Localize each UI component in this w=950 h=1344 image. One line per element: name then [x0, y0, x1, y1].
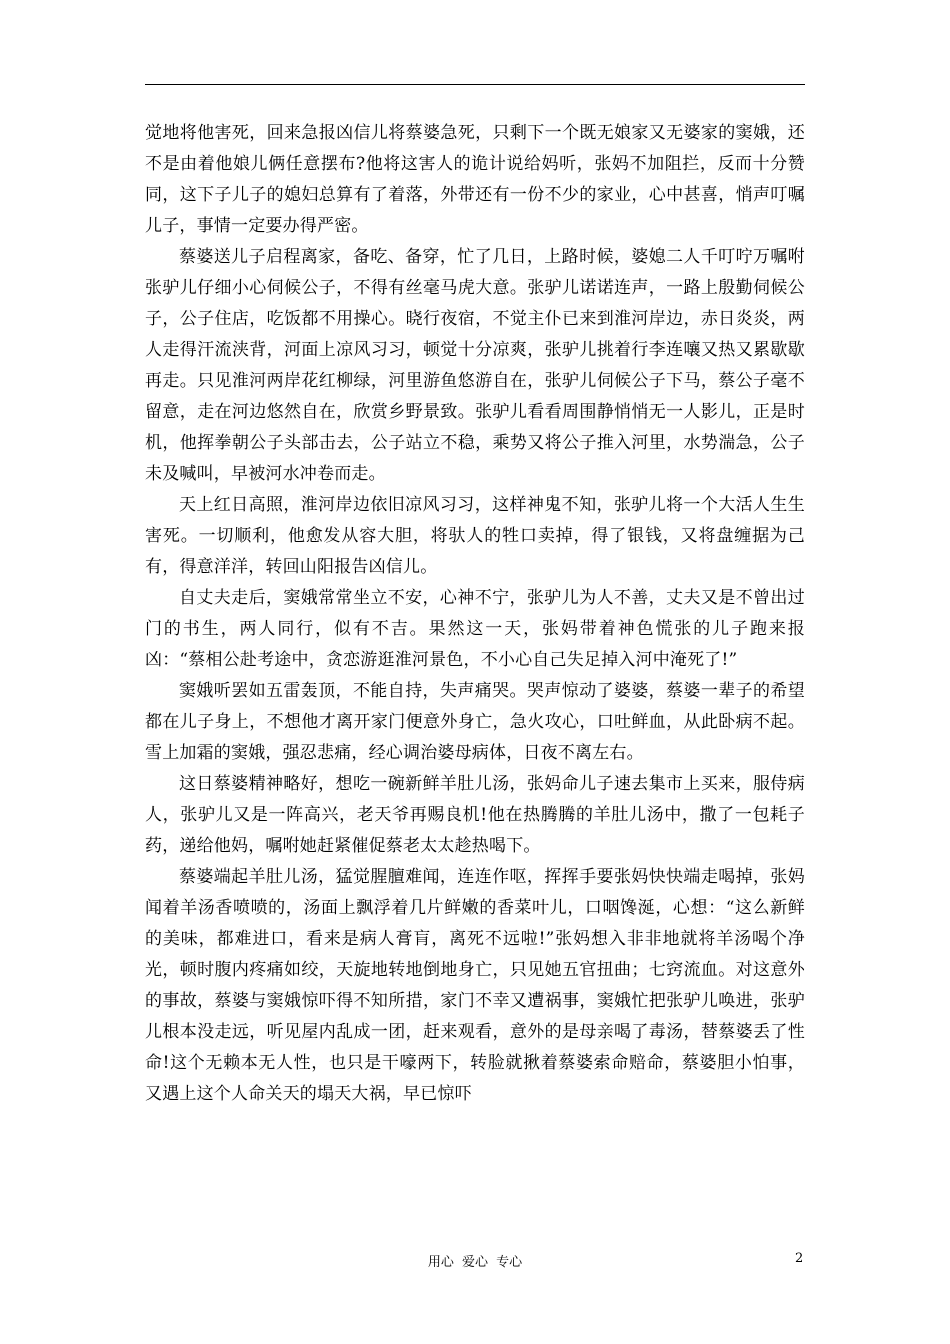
- header-rule: [145, 84, 805, 85]
- paragraph: 蔡婆送儿子启程离家，备吃、备穿，忙了几日，上路时候，婆媳二人千叮咛万嘱咐张驴儿仔细小心伺候公子，不得有丝毫马虎大意。张驴儿诺诺连声，一路上殷勤伺候公子，公子住店，吃饭都不用操心。晓行夜宿，不觉主仆已来到淮河岸边，赤日炎炎，两人走得汗流浃背，河面上凉风习习，顿觉十分凉爽，张驴儿挑着行李连嚷又热又累歇歇再走。只见淮河两岸花红柳绿，河里游鱼悠游自在，张驴儿伺候公子下马，蔡公子毫不留意，走在河边悠然自在，欣赏乡野景致。张驴儿看看周围静悄悄无一人影儿，正是时机，他挥拳朝公子头部击去，公子站立不稳，乘势又将公子推入河里，水势湍急，公子未及喊叫，早被河水冲卷而走。: [145, 247, 805, 484]
- paragraph: 窦娥听罢如五雷轰顶，不能自持，失声痛哭。哭声惊动了婆婆，蔡婆一辈子的希望都在儿子身上，不想他才离开家门便意外身亡，急火攻心，口吐鲜血，从此卧病不起。雪上加霜的窦娥，强忍悲痛，经心调治婆母病体，日夜不离左右。: [145, 681, 805, 763]
- paragraph-continued: 觉地将他害死，回来急报凶信儿将蔡婆急死，只剩下一个既无娘家又无婆家的窦娥，还不是由着他娘儿俩任意摆布?他将这害人的诡计说给妈听，张妈不加阻拦，反而十分赞同，这下子儿子的媳妇总算有了着落，外带还有一份不少的家业，心中甚喜，悄声叮嘱儿子，事情一定要办得严密。: [145, 123, 805, 236]
- body-text: [145, 118, 805, 1110]
- paragraph: 自丈夫走后，窦娥常常坐立不安，心神不宁，张驴儿为人不善，丈夫又是不曾出过门的书生，两人同行，似有不吉。果然这一天，张妈带着神色慌张的儿子跑来报凶：“蔡相公赴考途中，贪恋游逛淮河景色，不小心自己失足掉入河中淹死了!”: [145, 588, 805, 670]
- paragraph: 这日蔡婆精神略好，想吃一碗新鲜羊肚儿汤，张妈命儿子速去集市上买来，服侍病人，张驴儿又是一阵高兴，老天爷再赐良机!他在热腾腾的羊肚儿汤中，撒了一包耗子药，递给他妈，嘱咐她赶紧催促蔡老太太趁热喝下。: [145, 774, 805, 856]
- paragraph: 蔡婆端起羊肚儿汤，猛觉腥膻难闻，连连作呕，挥挥手要张妈快快端走喝掉，张妈闻着羊汤香喷喷的，汤面上飘浮着几片鲜嫩的香菜叶儿，口咽馋涎，心想：“这么新鲜的美味，都难进口，看来是病人膏肓，离死不远啦!”张妈想入非非地就将羊汤喝个净光，顿时腹内疼痛如绞，天旋地转地倒地身亡，只见她五官扭曲；七窍流血。对这意外的事故，蔡婆与窦娥惊吓得不知所措，家门不幸又遭祸事，窦娥忙把张驴儿唤进，张驴儿根本没走远，听见屋内乱成一团，赶来观看，意外的是母亲喝了毒汤，替蔡婆丢了性命!这个无赖本无人性，也只是干嚎两下，转脸就揪着蔡婆索命赔命，蔡婆胆小怕事，又遇上这个人命关天的塌天大祸，早已惊吓: [145, 867, 805, 1104]
- paragraph: 天上红日高照，淮河岸边依旧凉风习习，这样神鬼不知，张驴儿将一个大活人生生害死。一切顺利，他愈发从容大胆，将驮人的牲口卖掉，得了银钱，又将盘缠据为己有，得意洋洋，转回山阳报告凶信儿。: [145, 495, 805, 577]
- footer-motto: 用心 爱心 专心: [427, 1255, 523, 1270]
- page-number: 2: [795, 1251, 804, 1266]
